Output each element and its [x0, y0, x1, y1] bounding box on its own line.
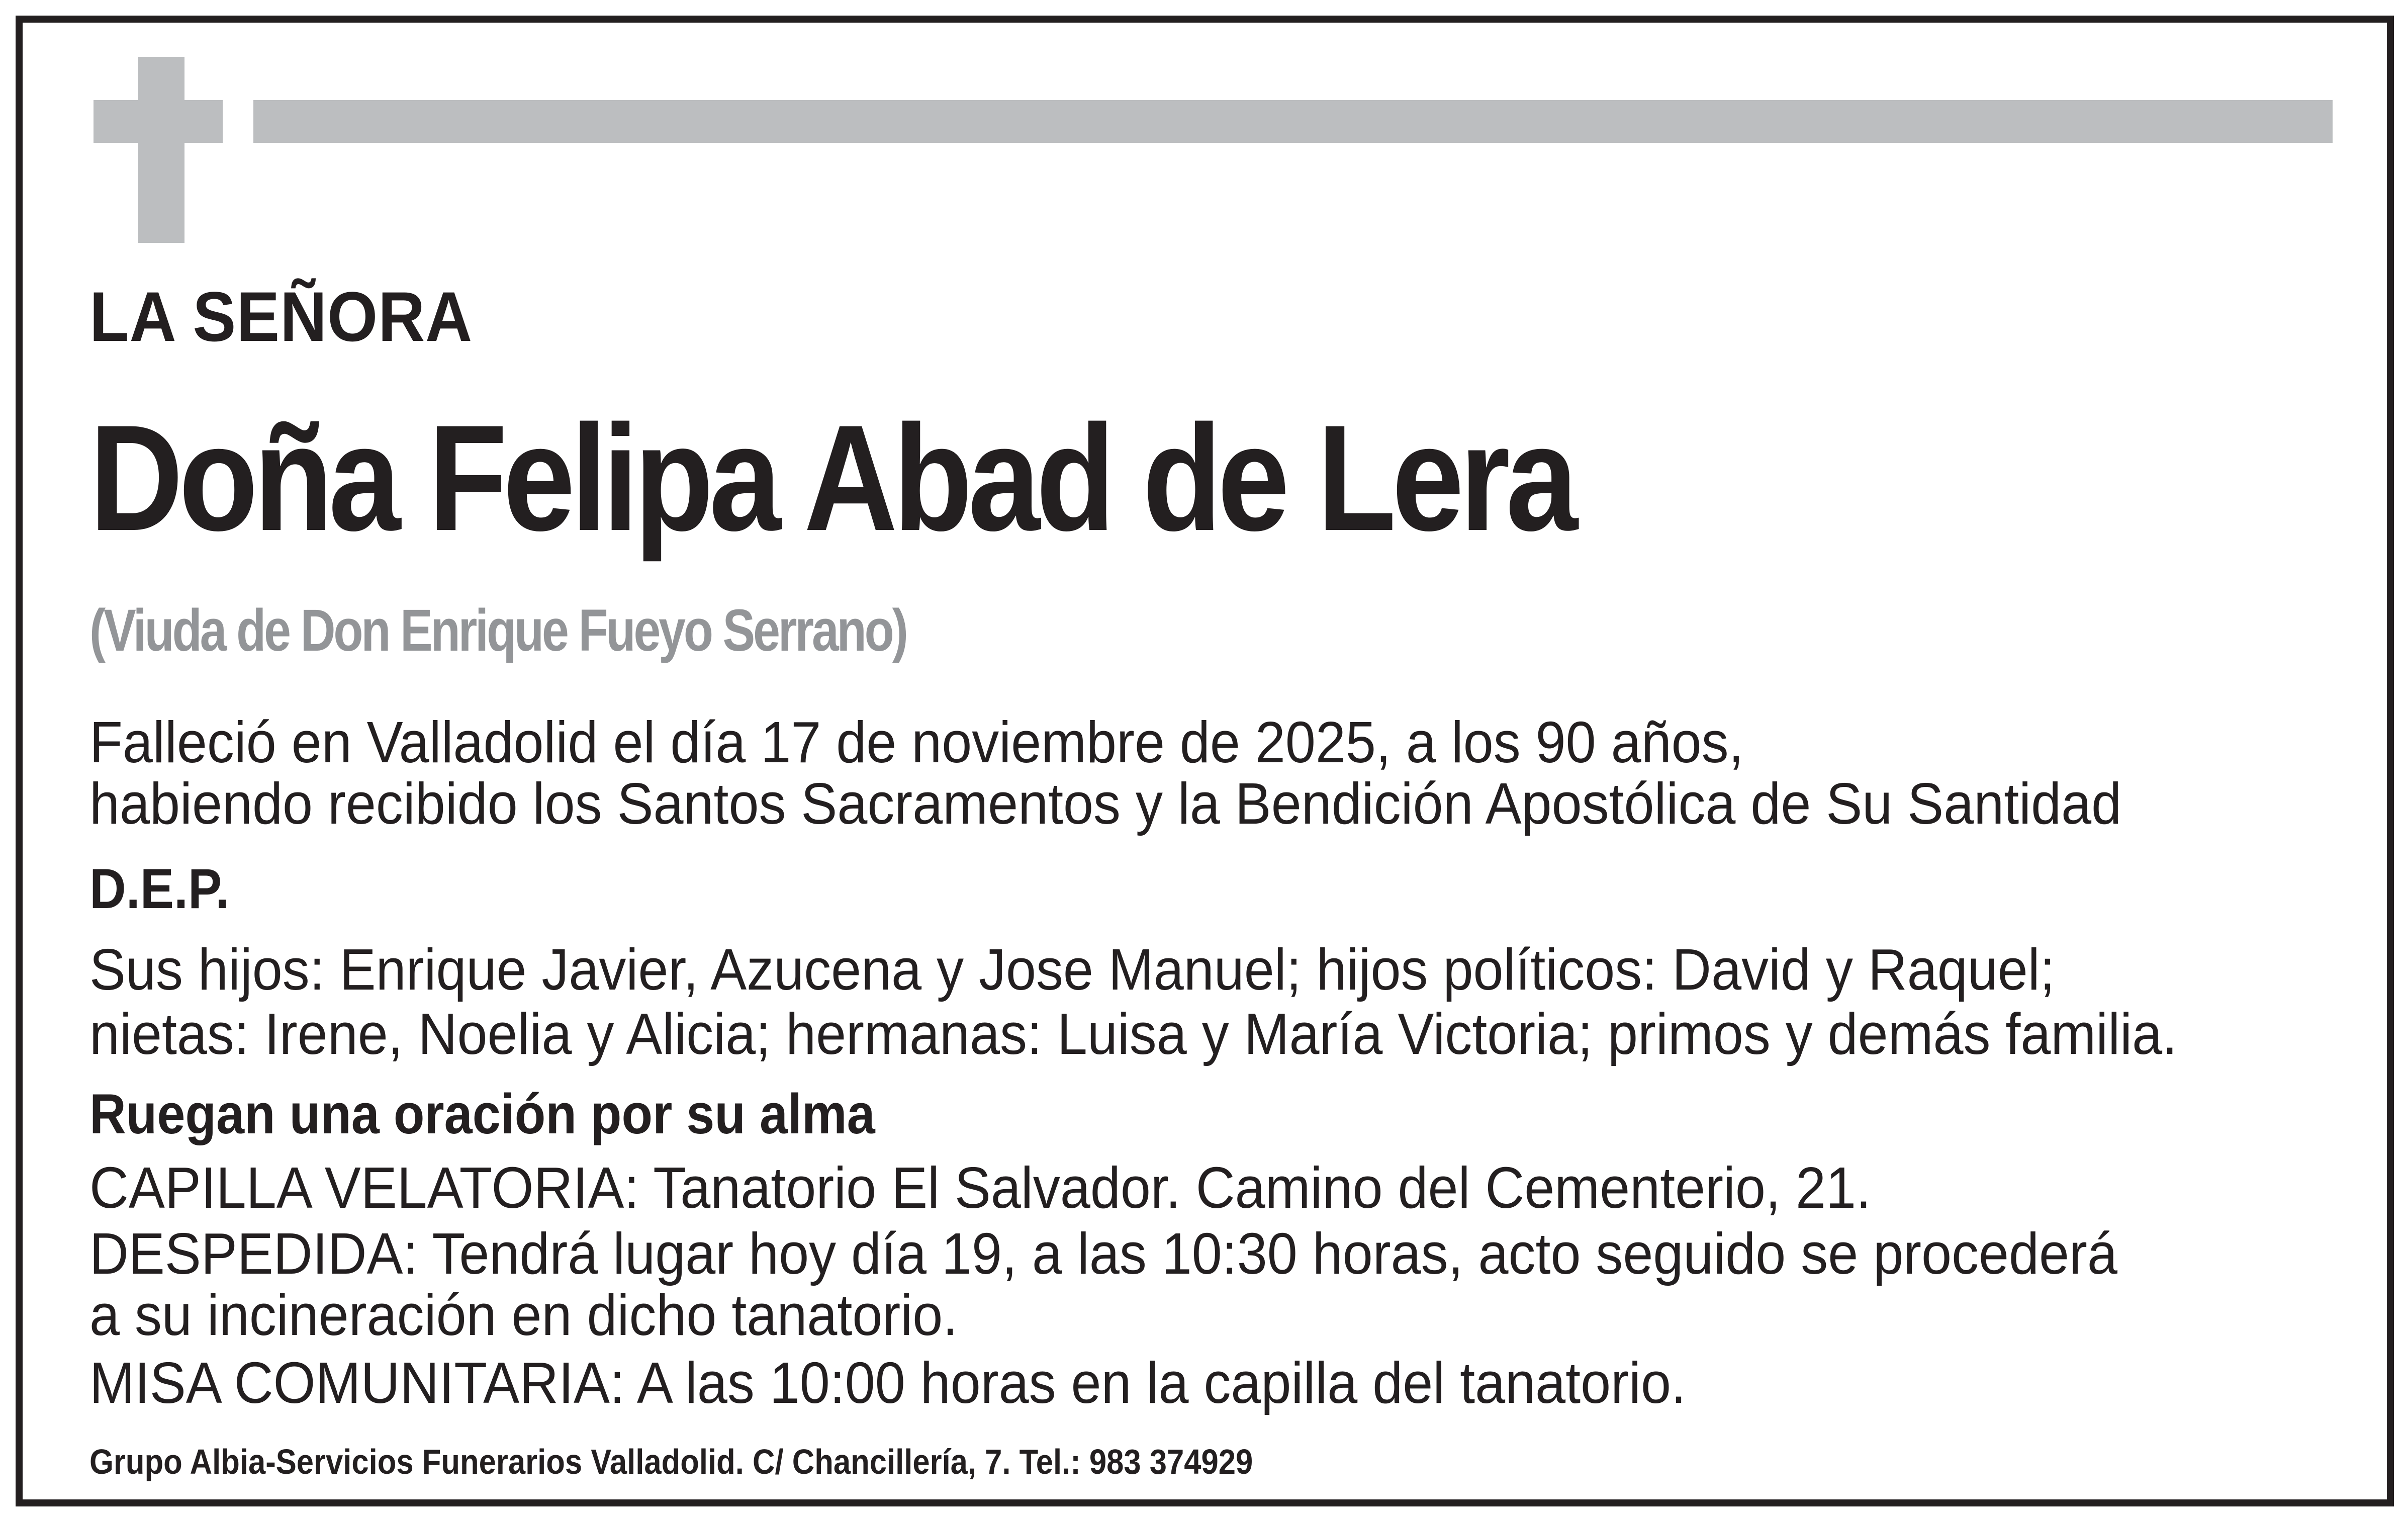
funeral-home-footer: Grupo Albia-Servicios Funerarios Valladolid. C/ Chancillería, 7. Tel.: 983 374929 — [89, 1442, 1253, 1481]
service-line: CAPILLA VELATORIA: Tanatorio El Salvador. Camino del Cementerio, 21. — [89, 1155, 1871, 1220]
family-line: Sus hijos: Enrique Javier, Azucena y Jose Manuel; hijos políticos: David y Raquel; — [89, 937, 2055, 1002]
rip: D.E.P. — [89, 857, 230, 920]
header-rule — [253, 100, 2333, 143]
heading: LA SEÑORA — [89, 277, 473, 356]
prayer-request: Ruegan una oración por su alma — [89, 1083, 875, 1145]
widow-of: (Viuda de Don Enrique Fueyo Serrano) — [89, 597, 906, 664]
cross-icon — [138, 57, 184, 243]
service-line: a su incineración en dicho tanatorio. — [89, 1282, 958, 1348]
service-line: MISA COMUNITARIA: A las 10:00 horas en la capilla del tanatorio. — [89, 1350, 1686, 1415]
service-line: DESPEDIDA: Tendrá lugar hoy día 19, a las 10:30 horas, acto seguido se procederá — [89, 1221, 2117, 1286]
death-line: habiendo recibido los Santos Sacramentos y la Bendición Apostólica de Su Santidad — [89, 771, 2122, 836]
death-line: Falleció en Valladolid el día 17 de noviembre de 2025, a los 90 años, — [89, 709, 1744, 775]
family-line: nietas: Irene, Noelia y Alicia; hermanas: Luisa y María Victoria; primos y demás familia. — [89, 1001, 2178, 1066]
deceased-name: Doña Felipa Abad de Lera — [89, 393, 1574, 562]
cross-icon-arm — [94, 100, 223, 143]
